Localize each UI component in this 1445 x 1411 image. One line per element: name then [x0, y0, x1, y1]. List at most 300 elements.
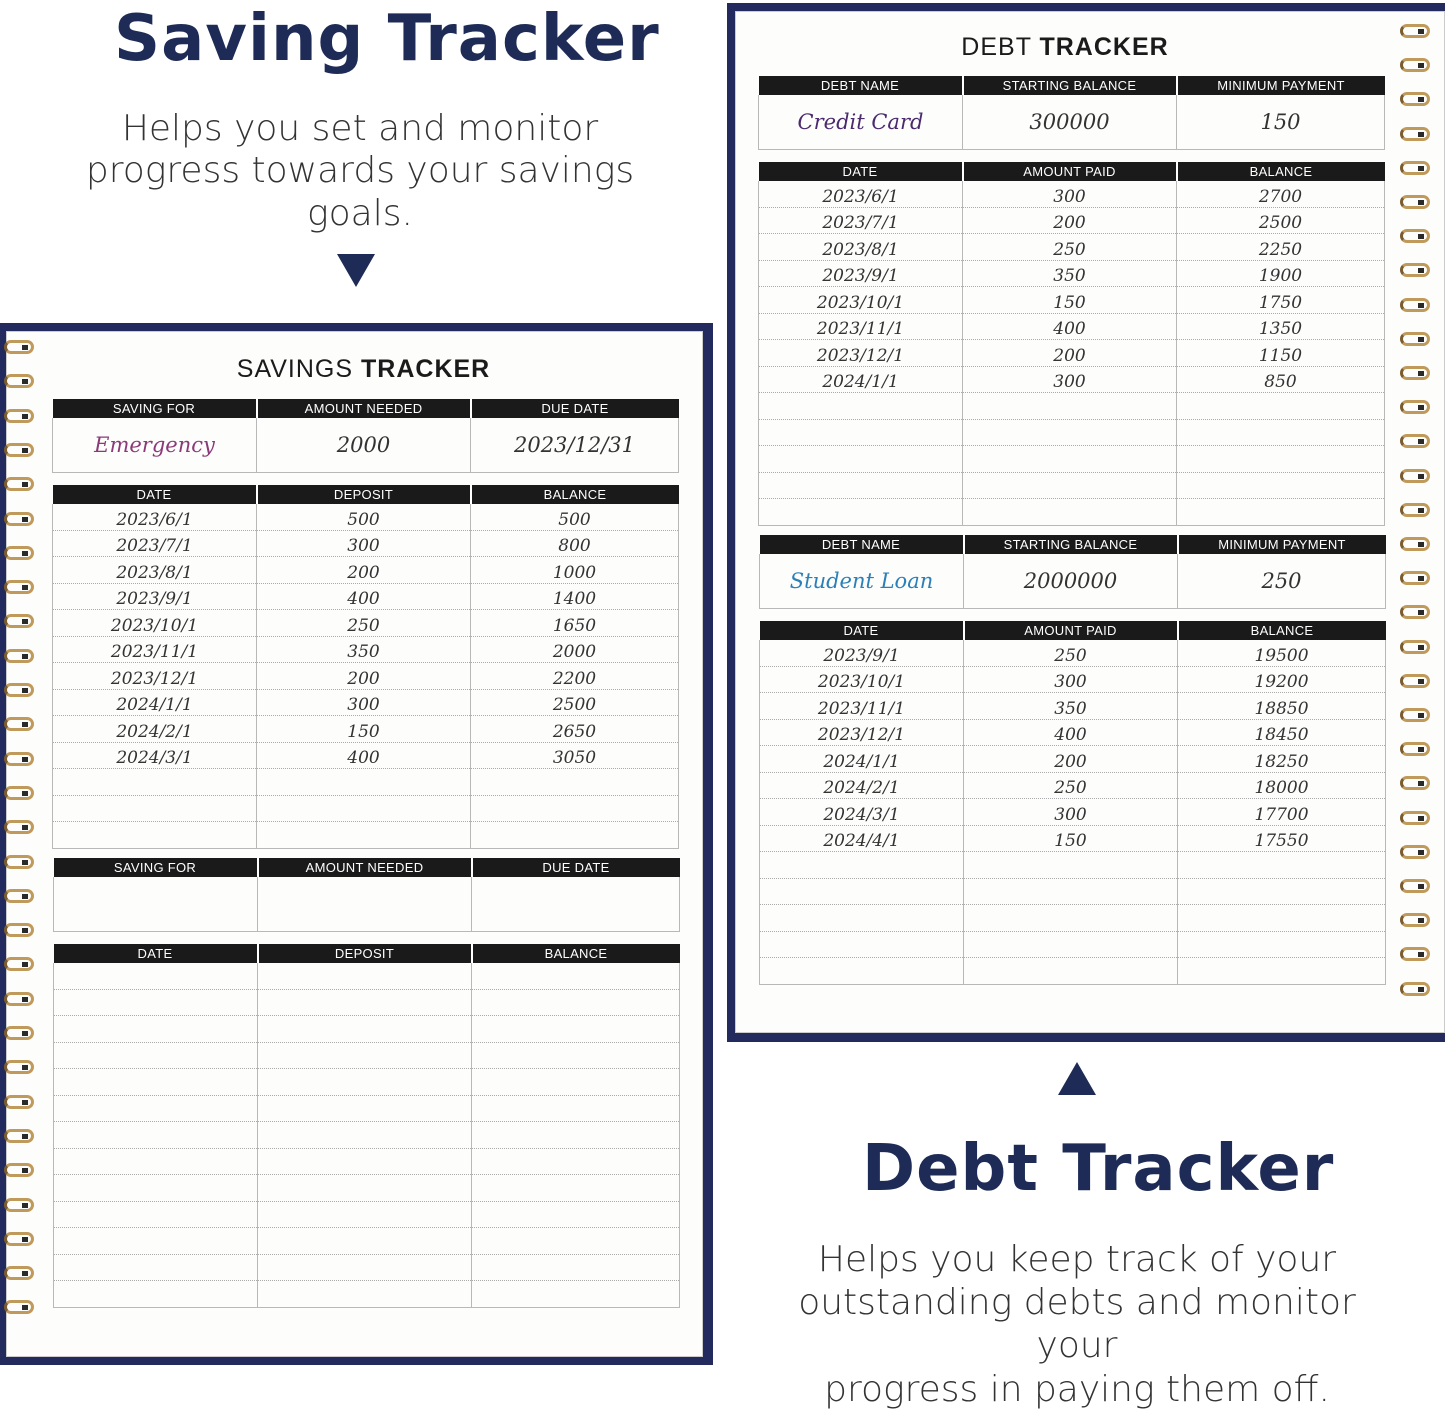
balance-header: BALANCE [1178, 621, 1386, 640]
table-row [54, 1175, 680, 1202]
due-date-header: DUE DATE [471, 399, 679, 418]
table-cell[interactable] [760, 958, 964, 985]
deposit-header: DEPOSIT [257, 485, 471, 504]
table-cell[interactable]: 250 [963, 234, 1177, 261]
spiral-ring-icon [1400, 332, 1430, 346]
table-row [760, 825, 1386, 852]
debt-blurb-line-1: Helps you keep track of your [817, 1239, 1337, 1280]
amount-needed-header: AMOUNT NEEDED [258, 858, 472, 877]
table-cell[interactable]: 200 [257, 557, 471, 584]
table-cell[interactable] [54, 1175, 258, 1202]
table-row [53, 742, 679, 769]
spiral-ring-icon [1400, 811, 1430, 825]
table-row [759, 181, 1385, 207]
spiral-ring-icon [4, 409, 34, 423]
table-cell[interactable] [963, 419, 1177, 446]
table-cell[interactable]: 2023/11/1 [53, 636, 257, 663]
starting-balance-header: STARTING BALANCE [964, 535, 1178, 554]
table-cell[interactable]: 18850 [1178, 693, 1386, 720]
table-cell[interactable] [1177, 393, 1385, 420]
spiral-ring-icon [1400, 776, 1430, 790]
spiral-ring-icon [4, 820, 34, 834]
spiral-ring-icon [1400, 982, 1430, 996]
table-row [759, 499, 1385, 526]
table-row [760, 931, 1386, 958]
debt-tracker-headline: Debt Tracker [862, 1132, 1335, 1206]
table-cell[interactable]: 300 [257, 530, 471, 557]
table-row [759, 207, 1385, 234]
table-cell[interactable] [258, 1228, 472, 1255]
table-cell[interactable] [258, 963, 472, 989]
table-cell[interactable] [760, 878, 964, 905]
table-cell[interactable] [471, 822, 679, 849]
spiral-ring-icon [1400, 263, 1430, 277]
table-cell[interactable]: 200 [963, 340, 1177, 367]
table-cell[interactable] [1178, 852, 1386, 879]
table-cell[interactable] [964, 931, 1178, 958]
spiral-ring-icon [1400, 947, 1430, 961]
table-cell[interactable] [54, 1281, 258, 1308]
table-cell[interactable] [54, 963, 258, 989]
spiral-ring-icon [1400, 366, 1430, 380]
table-cell[interactable] [258, 989, 472, 1016]
table-row [760, 958, 1386, 985]
table-cell[interactable] [258, 1042, 472, 1069]
table-cell[interactable]: 3050 [471, 742, 679, 769]
table-cell[interactable]: 17700 [1178, 799, 1386, 826]
savings-goal-1-header [52, 399, 679, 473]
amount-needed-value[interactable]: 2000 [257, 418, 471, 473]
table-cell[interactable] [472, 1228, 680, 1255]
table-cell[interactable]: 2024/1/1 [759, 366, 963, 393]
table-cell[interactable]: 500 [257, 504, 471, 530]
table-cell[interactable] [54, 1122, 258, 1149]
table-cell[interactable] [257, 769, 471, 796]
table-cell[interactable] [471, 769, 679, 796]
table-cell[interactable]: 400 [963, 313, 1177, 340]
table-cell[interactable] [472, 1122, 680, 1149]
table-cell[interactable]: 2024/2/1 [760, 772, 964, 799]
debt-blurb-line-3: progress in paying them off. [824, 1368, 1330, 1410]
table-row [53, 610, 679, 637]
table-cell[interactable] [1178, 905, 1386, 932]
table-cell[interactable] [760, 852, 964, 879]
spiral-ring-icon [4, 1266, 34, 1280]
spiral-ring-icon [1400, 195, 1430, 209]
balance-header: BALANCE [471, 485, 679, 504]
table-cell[interactable]: 850 [1177, 366, 1385, 393]
amount-paid-header: AMOUNT PAID [963, 162, 1177, 181]
due-date-value[interactable] [472, 877, 680, 932]
table-cell[interactable] [54, 1254, 258, 1281]
table-cell[interactable]: 2023/9/1 [760, 640, 964, 666]
table-cell[interactable] [759, 393, 963, 420]
balance-header: BALANCE [1177, 162, 1385, 181]
table-cell[interactable]: 800 [471, 530, 679, 557]
table-cell[interactable] [54, 1069, 258, 1096]
spiral-ring-icon [1400, 537, 1430, 551]
table-cell[interactable] [258, 1175, 472, 1202]
table-cell[interactable] [472, 989, 680, 1016]
spiral-ring-icon [4, 443, 34, 457]
amount-needed-header: AMOUNT NEEDED [257, 399, 471, 418]
table-cell[interactable] [760, 905, 964, 932]
spiral-ring-icon [4, 923, 34, 937]
table-row [760, 878, 1386, 905]
table-cell[interactable] [54, 989, 258, 1016]
table-cell[interactable] [54, 1228, 258, 1255]
spiral-ring-icon [4, 340, 34, 354]
table-cell[interactable] [257, 795, 471, 822]
spiral-ring-icon [4, 477, 34, 491]
table-cell[interactable] [258, 1016, 472, 1043]
table-row [53, 689, 679, 716]
table-cell[interactable]: 2023/11/1 [760, 693, 964, 720]
table-cell[interactable] [963, 446, 1177, 473]
table-cell[interactable]: 300 [257, 689, 471, 716]
balance-header: BALANCE [472, 944, 680, 963]
table-row [54, 1254, 680, 1281]
table-cell[interactable]: 250 [964, 640, 1178, 666]
table-cell[interactable]: 250 [964, 772, 1178, 799]
saving-tracker-headline: Saving Tracker [114, 2, 660, 76]
table-cell[interactable] [472, 1148, 680, 1175]
spiral-ring-icon [1400, 127, 1430, 141]
table-cell[interactable] [472, 1254, 680, 1281]
date-header: DATE [54, 944, 258, 963]
table-row [760, 852, 1386, 879]
minimum-payment-value[interactable]: 150 [1177, 95, 1385, 150]
table-row [760, 719, 1386, 746]
table-cell[interactable] [472, 1095, 680, 1122]
table-cell[interactable] [1178, 878, 1386, 905]
table-row [759, 472, 1385, 499]
table-cell[interactable]: 19200 [1178, 666, 1386, 693]
table-cell[interactable]: 19500 [1178, 640, 1386, 666]
spiral-ring-icon [1400, 605, 1430, 619]
table-cell[interactable] [258, 1095, 472, 1122]
debt-title-light: DEBT [961, 33, 1032, 61]
table-row [759, 446, 1385, 473]
table-cell[interactable]: 350 [963, 260, 1177, 287]
table-cell[interactable] [54, 1148, 258, 1175]
table-cell[interactable] [54, 1095, 258, 1122]
table-cell[interactable]: 300 [963, 181, 1177, 207]
table-cell[interactable]: 2023/10/1 [53, 610, 257, 637]
table-cell[interactable] [964, 852, 1178, 879]
table-row [53, 716, 679, 743]
saving-for-value[interactable] [54, 877, 258, 932]
table-cell[interactable] [472, 963, 680, 989]
table-cell[interactable]: 17550 [1178, 825, 1386, 852]
table-row [760, 693, 1386, 720]
table-row [760, 666, 1386, 693]
debt-log-2 [759, 621, 1386, 985]
debt-name-value[interactable]: Credit Card [759, 95, 963, 150]
table-cell[interactable]: 200 [963, 207, 1177, 234]
spiral-ring-icon [1400, 229, 1430, 243]
table-row [54, 989, 680, 1016]
table-cell[interactable]: 2024/3/1 [53, 742, 257, 769]
table-row [54, 1016, 680, 1043]
table-cell[interactable]: 2650 [471, 716, 679, 743]
starting-balance-value[interactable]: 300000 [963, 95, 1177, 150]
spiral-ring-icon [4, 1198, 34, 1212]
table-row [53, 557, 679, 584]
savings-title-light: SAVINGS [236, 355, 354, 383]
table-cell[interactable]: 400 [257, 742, 471, 769]
table-cell[interactable]: 500 [471, 504, 679, 530]
table-cell[interactable]: 2023/7/1 [759, 207, 963, 234]
table-cell[interactable] [760, 931, 964, 958]
debt-name-header: DEBT NAME [759, 76, 963, 95]
table-cell[interactable]: 2023/12/1 [53, 663, 257, 690]
table-row [53, 795, 679, 822]
table-cell[interactable] [963, 472, 1177, 499]
date-header: DATE [53, 485, 257, 504]
table-cell[interactable] [54, 1042, 258, 1069]
table-cell[interactable]: 2250 [1177, 234, 1385, 261]
spiral-ring-icon [4, 786, 34, 800]
minimum-payment-header: MINIMUM PAYMENT [1177, 76, 1385, 95]
table-cell[interactable]: 150 [964, 825, 1178, 852]
spiral-ring-icon [1400, 674, 1430, 688]
table-cell[interactable]: 350 [257, 636, 471, 663]
minimum-payment-value[interactable]: 250 [1178, 554, 1386, 609]
spiral-ring-icon [4, 855, 34, 869]
savings-log-2 [53, 944, 680, 1308]
table-cell[interactable] [258, 1201, 472, 1228]
table-row [760, 799, 1386, 826]
table-row [760, 746, 1386, 773]
table-row [760, 905, 1386, 932]
table-cell[interactable]: 1750 [1177, 287, 1385, 314]
table-cell[interactable]: 300 [964, 799, 1178, 826]
saving-blurb-line-1: Helps you set and monitor [121, 108, 599, 149]
table-cell[interactable] [472, 1281, 680, 1308]
spiral-ring-icon [4, 1026, 34, 1040]
due-date-value[interactable]: 2023/12/31 [471, 418, 679, 473]
spiral-ring-icon [1400, 879, 1430, 893]
spiral-ring-icon [4, 1129, 34, 1143]
spiral-ring-icon [1400, 571, 1430, 585]
table-cell[interactable] [759, 499, 963, 526]
debt-page-title [735, 33, 1445, 62]
table-cell[interactable]: 2024/1/1 [53, 689, 257, 716]
table-cell[interactable]: 300 [963, 366, 1177, 393]
spiral-ring-icon [1400, 58, 1430, 72]
table-row [54, 1148, 680, 1175]
table-cell[interactable] [759, 472, 963, 499]
table-row [54, 1095, 680, 1122]
table-cell[interactable]: 300 [964, 666, 1178, 693]
table-cell[interactable] [759, 419, 963, 446]
spiral-ring-icon [1400, 503, 1430, 517]
table-cell[interactable]: 2023/6/1 [53, 504, 257, 530]
table-row [54, 1281, 680, 1308]
table-cell[interactable]: 2024/3/1 [760, 799, 964, 826]
table-cell[interactable] [258, 1069, 472, 1096]
spiral-ring-icon [1400, 845, 1430, 859]
table-row [53, 636, 679, 663]
table-cell[interactable]: 2023/6/1 [759, 181, 963, 207]
table-row [759, 393, 1385, 420]
starting-balance-value[interactable]: 2000000 [964, 554, 1178, 609]
table-cell[interactable]: 18450 [1178, 719, 1386, 746]
amount-needed-value[interactable] [258, 877, 472, 932]
table-cell[interactable] [964, 958, 1178, 985]
table-cell[interactable]: 400 [257, 583, 471, 610]
spiral-ring-icon [4, 374, 34, 388]
spiral-ring-icon [1400, 24, 1430, 38]
table-cell[interactable] [964, 878, 1178, 905]
spiral-ring-icon [1400, 640, 1430, 654]
table-cell[interactable] [472, 1016, 680, 1043]
table-cell[interactable]: 1400 [471, 583, 679, 610]
table-cell[interactable] [963, 499, 1177, 526]
table-cell[interactable] [963, 393, 1177, 420]
table-cell[interactable]: 1350 [1177, 313, 1385, 340]
table-row [759, 419, 1385, 446]
table-cell[interactable] [1177, 446, 1385, 473]
table-cell[interactable]: 2023/8/1 [759, 234, 963, 261]
spiral-ring-icon [1400, 742, 1430, 756]
spiral-ring-icon [4, 889, 34, 903]
down-arrow-icon [337, 254, 375, 287]
spiral-ring-icon [1400, 913, 1430, 927]
table-cell[interactable] [53, 769, 257, 796]
spiral-ring-icon [4, 512, 34, 526]
savings-page-title [6, 355, 703, 384]
spiral-ring-icon [4, 683, 34, 697]
saving-for-header: SAVING FOR [53, 399, 257, 418]
spiral-ring-icon [4, 1163, 34, 1177]
table-cell[interactable] [257, 822, 471, 849]
table-cell[interactable] [1177, 419, 1385, 446]
table-cell[interactable]: 2023/11/1 [759, 313, 963, 340]
table-cell[interactable] [1177, 499, 1385, 526]
table-cell[interactable]: 2500 [1177, 207, 1385, 234]
table-cell[interactable]: 150 [257, 716, 471, 743]
table-cell[interactable] [472, 1042, 680, 1069]
table-row [759, 234, 1385, 261]
savings-log-1 [52, 485, 679, 849]
table-cell[interactable]: 18250 [1178, 746, 1386, 773]
table-cell[interactable]: 2023/9/1 [759, 260, 963, 287]
date-header: DATE [759, 162, 963, 181]
table-cell[interactable] [53, 822, 257, 849]
spiral-ring-icon [4, 1060, 34, 1074]
table-cell[interactable] [964, 905, 1178, 932]
table-cell[interactable]: 18000 [1178, 772, 1386, 799]
table-cell[interactable]: 2024/2/1 [53, 716, 257, 743]
table-cell[interactable]: 1150 [1177, 340, 1385, 367]
spiral-ring-icon [4, 1232, 34, 1246]
deposit-header: DEPOSIT [258, 944, 472, 963]
table-cell[interactable]: 2024/4/1 [760, 825, 964, 852]
table-cell[interactable]: 2200 [471, 663, 679, 690]
table-row [759, 366, 1385, 393]
spiral-ring-icon [4, 649, 34, 663]
table-cell[interactable] [54, 1201, 258, 1228]
saving-blurb-line-2: progress towards your savings goals. [85, 150, 635, 234]
table-cell[interactable]: 1650 [471, 610, 679, 637]
table-row [54, 963, 680, 989]
table-cell[interactable] [1177, 472, 1385, 499]
table-row [53, 530, 679, 557]
spiral-ring-icon [4, 1300, 34, 1314]
savings-goal-2-header [53, 858, 680, 932]
table-cell[interactable] [53, 795, 257, 822]
spiral-ring-icon [1400, 161, 1430, 175]
spiral-ring-icon [4, 546, 34, 560]
table-cell[interactable] [1178, 931, 1386, 958]
table-cell[interactable]: 2023/10/1 [759, 287, 963, 314]
table-cell[interactable]: 1900 [1177, 260, 1385, 287]
table-cell[interactable] [759, 446, 963, 473]
saving-for-value[interactable]: Emergency [53, 418, 257, 473]
table-cell[interactable]: 350 [964, 693, 1178, 720]
due-date-header: DUE DATE [472, 858, 680, 877]
table-row [759, 340, 1385, 367]
table-cell[interactable]: 400 [964, 719, 1178, 746]
table-cell[interactable] [1178, 958, 1386, 985]
up-arrow-icon [1058, 1062, 1096, 1095]
savings-title-bold: TRACKER [361, 355, 491, 383]
table-row [53, 583, 679, 610]
table-row [759, 260, 1385, 287]
table-row [759, 313, 1385, 340]
table-cell[interactable] [472, 1201, 680, 1228]
table-row [54, 1042, 680, 1069]
table-row [54, 1069, 680, 1096]
spiral-ring-icon [1400, 92, 1430, 106]
table-cell[interactable] [472, 1069, 680, 1096]
table-row [53, 663, 679, 690]
table-row [54, 1201, 680, 1228]
table-cell[interactable]: 2023/9/1 [53, 583, 257, 610]
spiral-ring-icon [1400, 400, 1430, 414]
table-cell[interactable] [258, 1254, 472, 1281]
table-cell[interactable] [258, 1148, 472, 1175]
table-cell[interactable]: 2023/7/1 [53, 530, 257, 557]
table-cell[interactable]: 2000 [471, 636, 679, 663]
table-cell[interactable]: 150 [963, 287, 1177, 314]
table-cell[interactable]: 200 [257, 663, 471, 690]
table-cell[interactable]: 2024/1/1 [760, 746, 964, 773]
table-cell[interactable]: 2023/10/1 [760, 666, 964, 693]
table-cell[interactable] [54, 1016, 258, 1043]
table-cell[interactable] [258, 1122, 472, 1149]
saving-tracker-blurb [40, 108, 680, 235]
table-row [760, 640, 1386, 666]
table-cell[interactable]: 1000 [471, 557, 679, 584]
table-cell[interactable]: 250 [257, 610, 471, 637]
table-cell[interactable]: 2023/8/1 [53, 557, 257, 584]
spiral-ring-icon [4, 1095, 34, 1109]
debt-name-value[interactable]: Student Loan [760, 554, 964, 609]
table-cell[interactable] [472, 1175, 680, 1202]
table-cell[interactable]: 2500 [471, 689, 679, 716]
table-cell[interactable] [258, 1281, 472, 1308]
table-cell[interactable]: 2023/12/1 [760, 719, 964, 746]
table-cell[interactable] [471, 795, 679, 822]
spiral-ring-icon [1400, 469, 1430, 483]
table-cell[interactable]: 2023/12/1 [759, 340, 963, 367]
table-cell[interactable]: 200 [964, 746, 1178, 773]
table-cell[interactable]: 2700 [1177, 181, 1385, 207]
debt-name-header: DEBT NAME [760, 535, 964, 554]
